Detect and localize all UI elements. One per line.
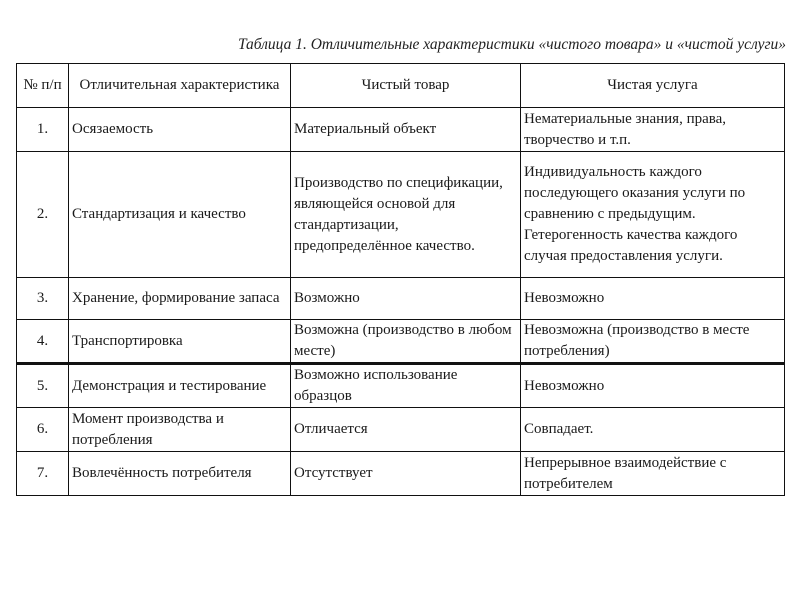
row-characteristic: Транспортировка	[69, 320, 291, 364]
row-characteristic: Демонстрация и тестирование	[69, 364, 291, 408]
table-row	[17, 152, 785, 278]
table-row	[17, 408, 785, 452]
row-service: Индивидуальность каждого последующего оказания услуги по сравнению с предыдущим. Гетерогенность качества каждого случая предоставления услуги.	[521, 152, 785, 278]
row-num: 4.	[17, 320, 69, 364]
row-characteristic: Стандартизация и качество	[69, 152, 291, 278]
row-characteristic: Момент производства и потребления	[69, 408, 291, 452]
header-num: № п/п	[17, 64, 69, 108]
row-num: 1.	[17, 108, 69, 152]
row-num: 5.	[17, 364, 69, 408]
row-goods: Возможна (производство в любом месте)	[291, 320, 521, 364]
row-goods: Возможно	[291, 278, 521, 320]
table-caption: Таблица 1. Отличительные характеристики «чистого товара» и «чистой услуги»	[237, 36, 786, 53]
table-row	[17, 278, 785, 320]
row-num: 2.	[17, 152, 69, 278]
table-row	[17, 108, 785, 152]
row-goods: Отличается	[291, 408, 521, 452]
row-service: Нематериальные знания, права, творчество и т.п.	[521, 108, 785, 152]
row-goods: Материальный объект	[291, 108, 521, 152]
row-service: Невозможно	[521, 278, 785, 320]
row-num: 6.	[17, 408, 69, 452]
header-service: Чистая услуга	[521, 64, 785, 108]
row-service: Невозможна (производство в месте потребления)	[521, 320, 785, 364]
comparison-table	[16, 63, 785, 496]
row-characteristic: Осязаемость	[69, 108, 291, 152]
table-row	[17, 320, 785, 364]
row-goods: Отсутствует	[291, 452, 521, 496]
row-service: Непрерывное взаимодействие с потребителем	[521, 452, 785, 496]
header-goods: Чистый товар	[291, 64, 521, 108]
row-num: 3.	[17, 278, 69, 320]
row-goods: Производство по спецификации, являющейся основой для стандартизации, предопределённое качество.	[291, 152, 521, 278]
row-service: Невозможно	[521, 364, 785, 408]
row-service: Совпадает.	[521, 408, 785, 452]
row-num: 7.	[17, 452, 69, 496]
row-characteristic: Вовлечённость потребителя	[69, 452, 291, 496]
row-goods: Возможно использование образцов	[291, 364, 521, 408]
table-header-row	[17, 64, 785, 108]
table-row	[17, 452, 785, 496]
table-row	[17, 364, 785, 408]
header-characteristic: Отличительная характеристика	[69, 64, 291, 108]
row-characteristic: Хранение, формирование запаса	[69, 278, 291, 320]
